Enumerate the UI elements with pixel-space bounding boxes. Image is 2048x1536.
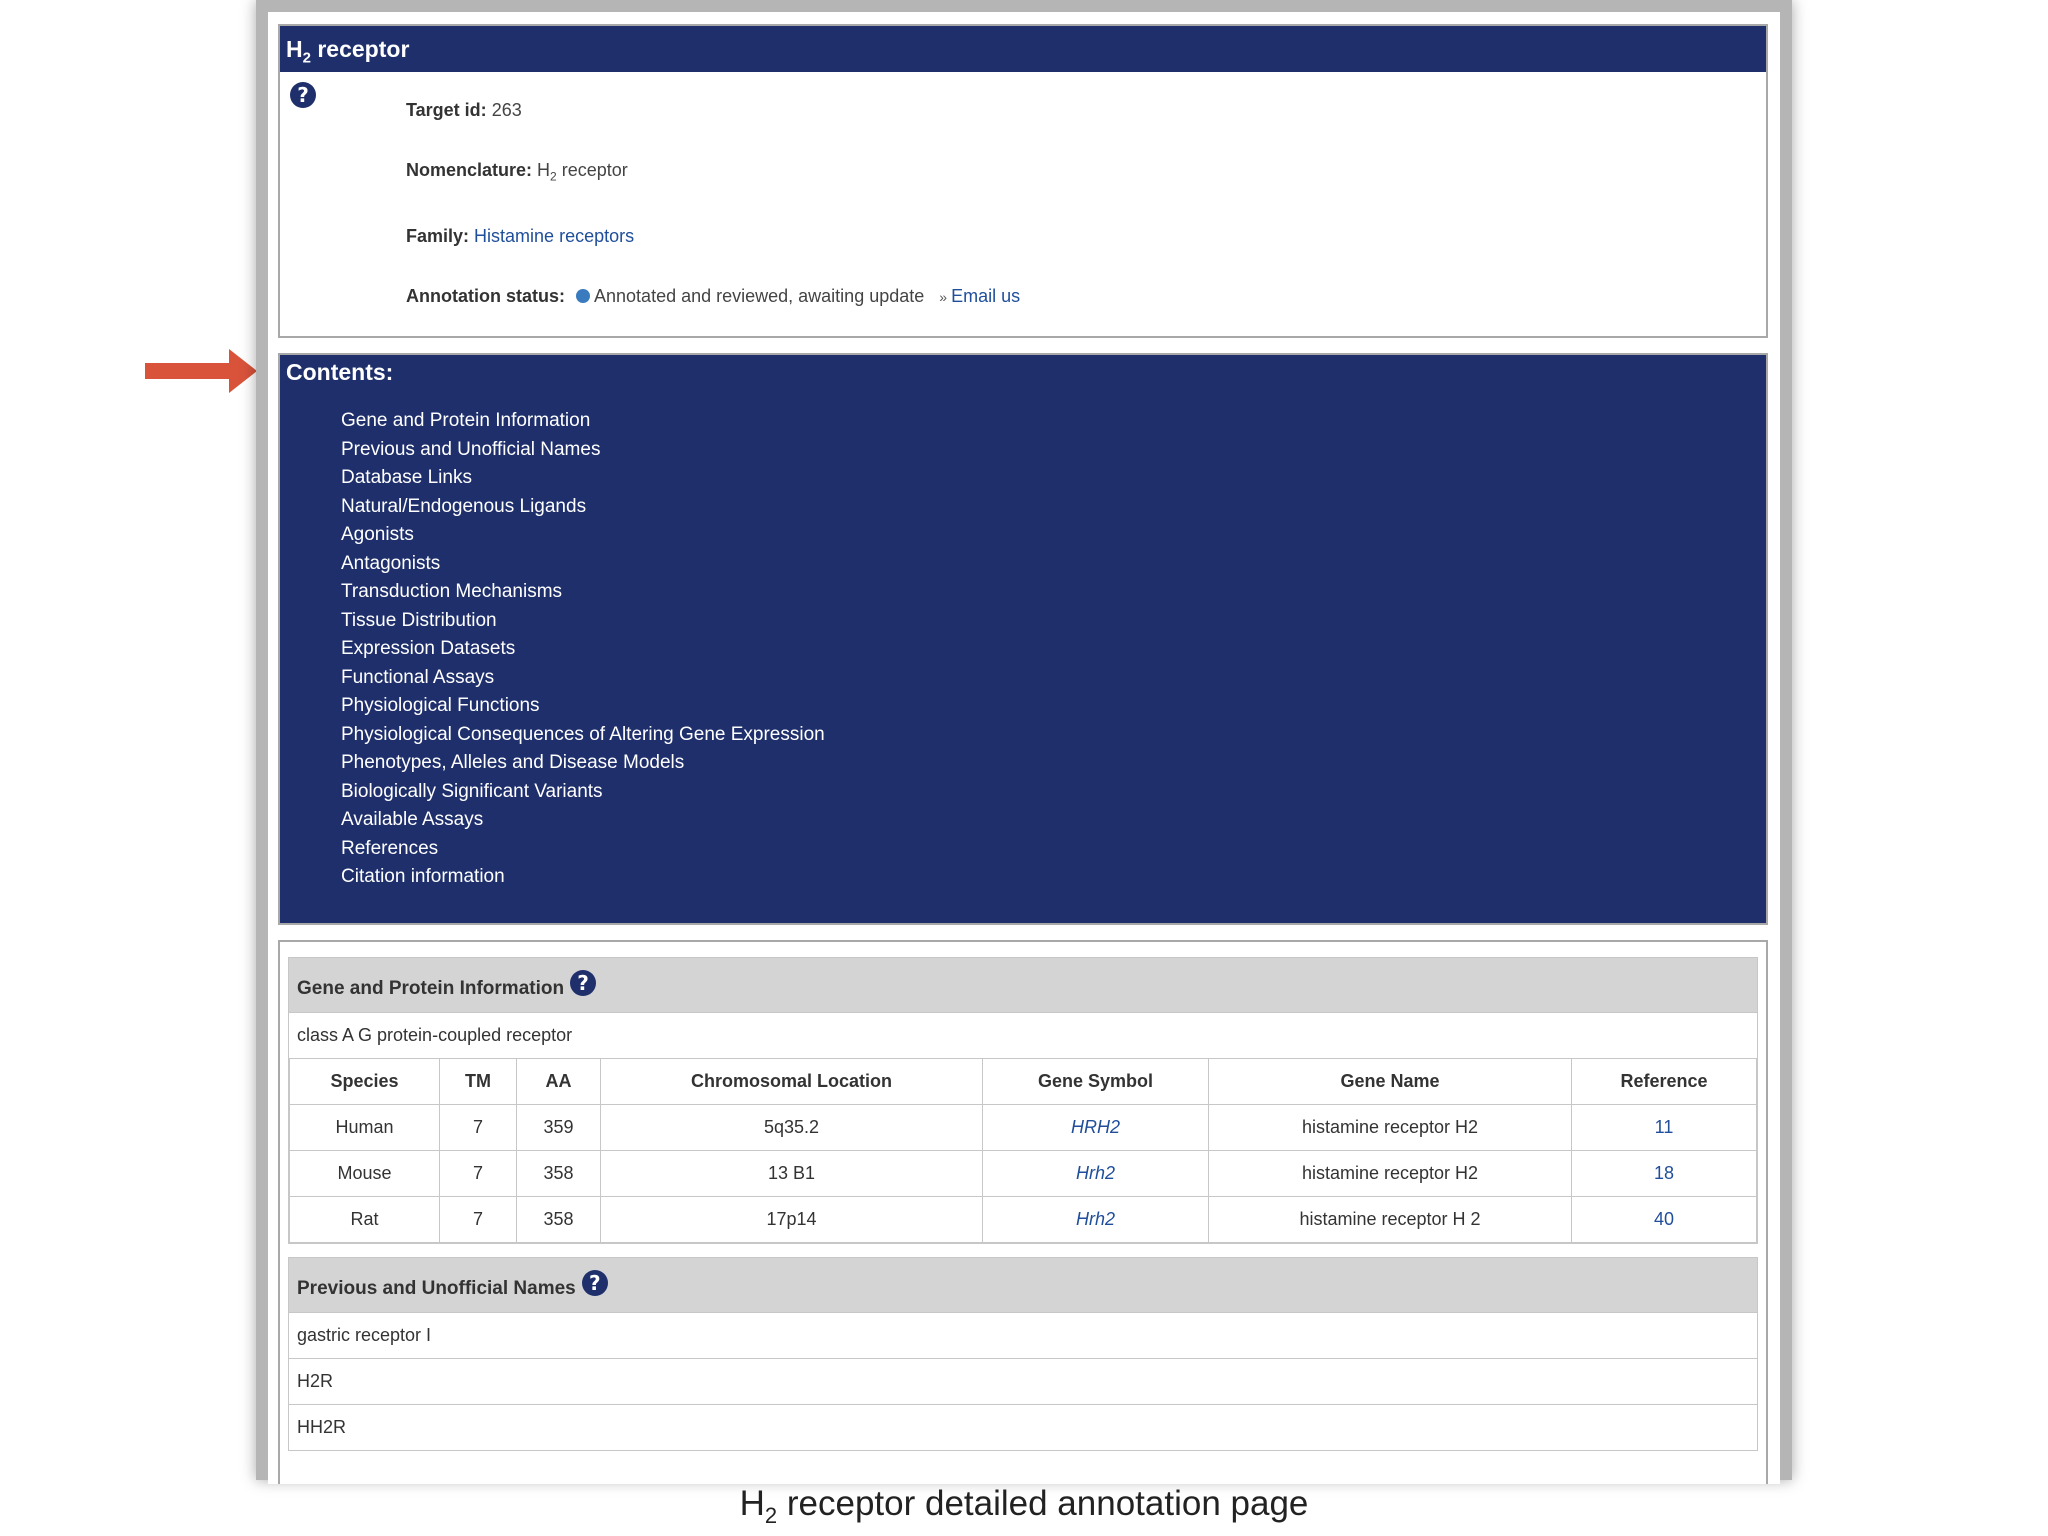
reference-link[interactable]: 18: [1653, 1163, 1675, 1183]
tm-cell: 7: [440, 1151, 517, 1197]
pointer-arrow-icon: [145, 349, 257, 393]
gene-name-cell: histamine receptor H2: [1209, 1151, 1572, 1197]
previous-names-section: [288, 1257, 1758, 1451]
annotation-status-value: Annotated and reviewed, awaiting update: [594, 286, 925, 306]
contents-list: [341, 407, 825, 892]
previous-name-item: HH2R: [289, 1404, 1757, 1450]
previous-name-item: gastric receptor I: [289, 1312, 1757, 1358]
target-id-label: Target id:: [406, 100, 487, 120]
gene-symbol-cell: [983, 1197, 1209, 1243]
email-us-link[interactable]: Email us: [951, 286, 1021, 306]
aa-cell: 358: [517, 1197, 601, 1243]
reference-cell: [1572, 1197, 1757, 1243]
page-viewport: [268, 12, 1780, 1484]
family-link[interactable]: Histamine receptors: [474, 226, 635, 246]
nomenclature-field: [406, 160, 628, 184]
column-header: Species: [290, 1059, 440, 1105]
column-header: Gene Symbol: [983, 1059, 1209, 1105]
contents-link[interactable]: Physiological Consequences of Altering Gene Expression: [341, 723, 825, 745]
gene-symbol-link[interactable]: Hrh2: [1075, 1209, 1115, 1229]
contents-link[interactable]: Database Links: [341, 467, 472, 488]
gene-protein-title: Gene and Protein Information: [297, 978, 565, 999]
gene-protein-heading: [289, 958, 1757, 1012]
previous-names-title: Previous and Unofficial Names: [297, 1278, 576, 1299]
table-row: [290, 1105, 1757, 1151]
reference-cell: [1572, 1105, 1757, 1151]
contents-link[interactable]: Antagonists: [341, 552, 441, 574]
column-header: AA: [517, 1059, 601, 1105]
reference-link[interactable]: 40: [1653, 1209, 1675, 1229]
contents-link[interactable]: Previous and Unofficial Names: [341, 438, 601, 460]
species-cell: Mouse: [290, 1151, 440, 1197]
screenshot-frame: [256, 0, 1792, 1480]
target-summary-panel: [278, 24, 1768, 338]
details-panel: [278, 940, 1768, 1484]
previous-names-heading: [289, 1258, 1757, 1312]
receptor-class-text: class A G protein-coupled receptor: [289, 1012, 1757, 1058]
figure-caption: $H_2$ receptor detailed annotation page: [739, 1484, 1309, 1528]
table-row: [290, 1151, 1757, 1197]
gene-protein-section: [288, 957, 1758, 1244]
annotation-status-label: Annotation status:: [406, 286, 565, 306]
gene-name-cell: histamine receptor H2: [1209, 1105, 1572, 1151]
contents-link[interactable]: Functional Assays: [341, 666, 495, 688]
gene-symbol-cell: [983, 1105, 1209, 1151]
target-id-field: [406, 100, 522, 121]
species-cell: Rat: [290, 1197, 440, 1243]
contents-link[interactable]: Transduction Mechanisms: [341, 581, 563, 602]
contents-link[interactable]: Citation information: [341, 866, 505, 887]
previous-name-item: H2R: [289, 1358, 1757, 1404]
contents-link[interactable]: Natural/Endogenous Ligands: [341, 495, 587, 517]
column-header: Reference: [1572, 1059, 1757, 1105]
nomenclature-value: $H_2$ receptor: [537, 160, 628, 184]
column-header: Gene Name: [1209, 1059, 1572, 1105]
gene-protein-table: [289, 1058, 1757, 1243]
gene-symbol-link[interactable]: HRH2: [1070, 1117, 1120, 1137]
aa-cell: 359: [517, 1105, 601, 1151]
status-dot-icon: [576, 289, 590, 303]
help-icon[interactable]: ?: [570, 970, 596, 996]
contents-link[interactable]: Physiological Functions: [341, 695, 540, 716]
table-header-row: [290, 1059, 1757, 1105]
aa-cell: 358: [517, 1151, 601, 1197]
location-cell: 5q35.2: [601, 1105, 983, 1151]
species-cell: Human: [290, 1105, 440, 1151]
raquo-icon: »: [939, 289, 948, 305]
contents-panel: [278, 353, 1768, 925]
gene-symbol-cell: [983, 1151, 1209, 1197]
target-id-value: 263: [491, 100, 522, 120]
page-title: $H_2$ receptor: [280, 26, 1766, 72]
column-header: TM: [440, 1059, 517, 1105]
gene-name-cell: histamine receptor H 2: [1209, 1197, 1572, 1243]
contents-title: Contents:: [286, 359, 394, 385]
family-field: [406, 226, 634, 247]
contents-link[interactable]: Gene and Protein Information: [341, 410, 591, 431]
contents-link[interactable]: References: [341, 837, 439, 859]
contents-link[interactable]: Available Assays: [341, 809, 484, 830]
location-cell: 17p14: [601, 1197, 983, 1243]
family-label: Family:: [406, 226, 470, 246]
nomenclature-label: Nomenclature:: [406, 160, 533, 180]
contents-link[interactable]: Expression Datasets: [341, 638, 516, 659]
tm-cell: 7: [440, 1105, 517, 1151]
contents-link[interactable]: Agonists: [341, 524, 414, 545]
contents-link[interactable]: Phenotypes, Alleles and Disease Models: [341, 752, 685, 773]
tm-cell: 7: [440, 1197, 517, 1243]
help-icon[interactable]: ?: [290, 82, 316, 108]
contents-link[interactable]: Biologically Significant Variants: [341, 780, 603, 802]
table-row: [290, 1197, 1757, 1243]
contents-link[interactable]: Tissue Distribution: [341, 609, 497, 631]
reference-cell: [1572, 1151, 1757, 1197]
location-cell: 13 B1: [601, 1151, 983, 1197]
annotation-status-field: [406, 286, 1020, 307]
reference-link[interactable]: 11: [1654, 1117, 1674, 1137]
help-icon[interactable]: ?: [582, 1270, 608, 1296]
gene-symbol-link[interactable]: Hrh2: [1075, 1163, 1115, 1183]
column-header: Chromosomal Location: [601, 1059, 983, 1105]
